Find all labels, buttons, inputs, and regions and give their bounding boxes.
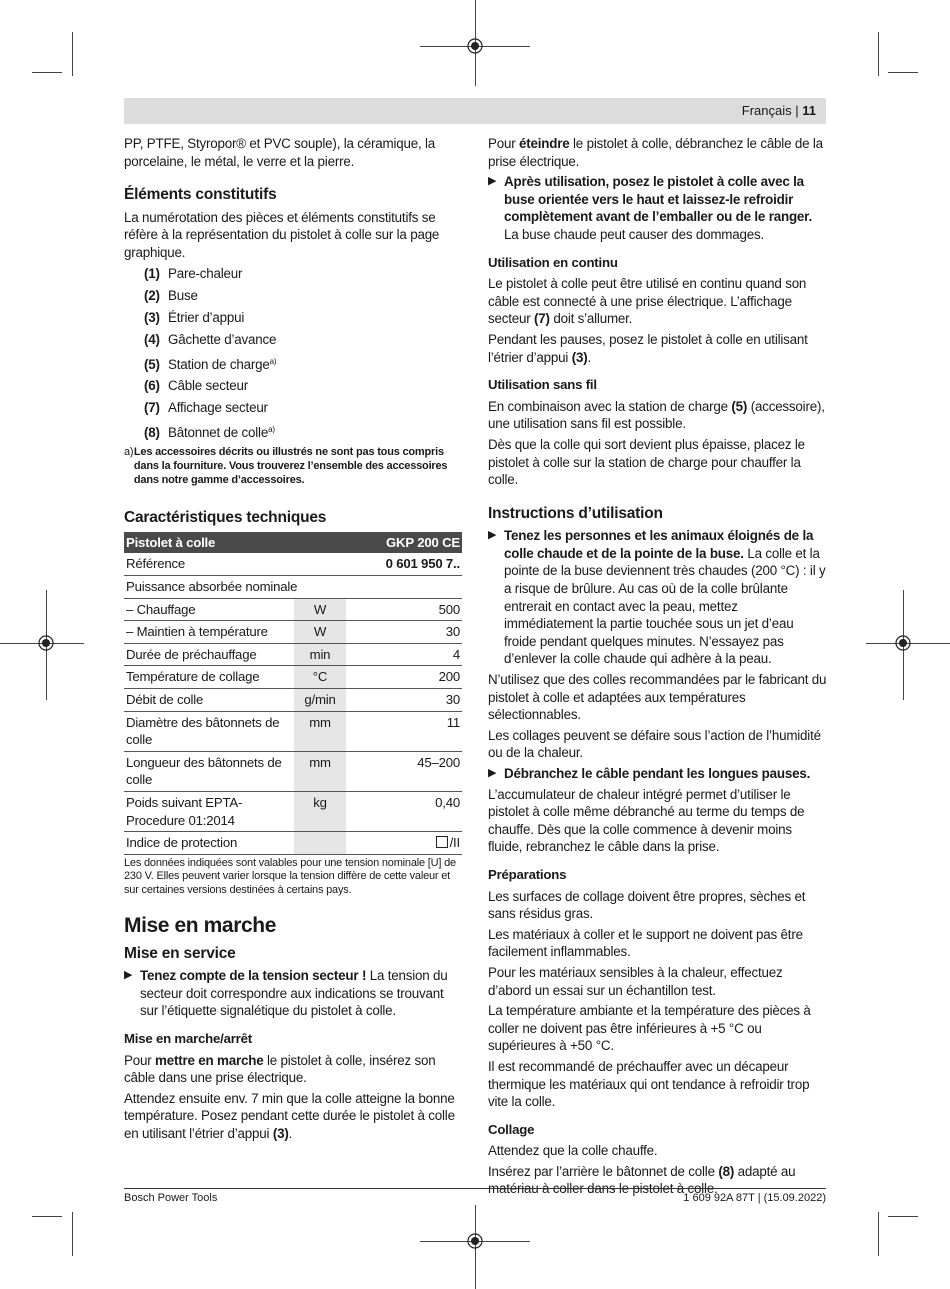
table-header-left: Pistolet à colle xyxy=(124,532,346,554)
accessories-footnote: a) Les accessoires décrits ou illustrés ne sont pas tous compris dans la fourniture. Vous trouverez l’ensemble des accessoires dans notre gamme d’accessoires. xyxy=(124,446,448,486)
table-header-row xyxy=(124,532,462,554)
collage-paragraph-2: Insérez par l’arrière le bâtonnet de colle (8) adapté au xyxy=(488,1163,796,1179)
footer-divider xyxy=(124,1188,826,1189)
preparations-paragraph-3: Pour les matériaux sensibles à la chaleur, effectuez d’abord un essai sur un échantillon test. xyxy=(488,964,783,998)
list-item: (8) Bâtonnet de colle$^{a)}$ xyxy=(144,425,275,441)
mise-en-marche-heading: Mise en marche xyxy=(124,913,276,937)
bullet-arrow-icon: ▶ xyxy=(488,529,497,542)
list-item: (4) Gâchette d’avance xyxy=(144,331,277,347)
header-page-number: 11 xyxy=(802,103,816,118)
list-item: (5) Station de charge$^{a)}$ xyxy=(144,356,277,372)
instructions-heading: Instructions d’utilisation xyxy=(488,504,663,522)
page-number-label: Français | 11 xyxy=(741,103,816,118)
protection-class-icon xyxy=(436,836,448,848)
preparations-paragraph-2: Les matériaux à coller et le support ne doivent pas être facilement inflammables. xyxy=(488,926,803,960)
continuous-paragraph-1: Le pistolet à colle peut être utilisé en continu quand son câble est connecté à une prise électrique. L’affichage secteur (7) doit s’allumer. xyxy=(488,276,807,327)
table-row: Puissance absorbée nominale xyxy=(124,576,462,599)
after-use-warning: ▶ Après utilisation, posez le pistolet à colle avec la buse orientée vers le haut et laissez-le refroidir complètement avant de l’emballer ou de le ranger. La buse chaude peut causer des dommages. xyxy=(488,174,812,242)
continuous-heading: Utilisation en continu xyxy=(488,254,618,270)
preparations-paragraph-1: Les surfaces de collage doivent être propres, sèches et sans résidus gras. xyxy=(488,888,806,922)
crop-mark xyxy=(878,32,879,76)
table-row: Référence 0 601 950 7.. xyxy=(124,553,462,575)
bullet-arrow-icon: ▶ xyxy=(488,175,497,188)
bullet-arrow-icon: ▶ xyxy=(488,767,497,779)
crop-mark xyxy=(888,1216,918,1217)
table-row: Indice de protection /II xyxy=(124,832,462,855)
hot-glue-warning: ▶ Tenez les personnes et les animaux éloignés de la colle chaude et de la pointe de la buse. La colle et la pointe de la buse deviennent très chaudes (200 °C) : il y a risque de brûlure. Au cas où de la colle brûlante entrerait en contact avec la peau, mettez immédiatement la partie touchée sous un jet d’eau froide pendant quelques minutes. N’essayez pas d’enlever la colle chaude qui adhère à la peau. xyxy=(488,528,826,667)
table-row: Poids suivant EPTA-Procedure 01:2014 kg 0,40 xyxy=(124,791,462,831)
list-item: (7) Affichage secteur xyxy=(144,400,268,416)
crop-mark xyxy=(72,32,73,76)
instructions-paragraph-3: L’accumulateur de chaleur intégré permet d’utiliser le pistolet à colle même débranché au terme du temps de chauffe. Dès que la colle commence à devenir moins fluide, rebranchez le câble dans la prise. xyxy=(488,786,805,855)
onoff-paragraph-1: Pour mettre en marche le pistolet à colle, insérez son câble dans une prise électrique. xyxy=(124,1052,436,1086)
list-item: (1) Pare-chaleur xyxy=(144,265,243,281)
elements-heading: Éléments constitutifs xyxy=(124,186,277,204)
onoff-heading: Mise en marche/arrêt xyxy=(124,1030,252,1046)
registration-target-icon xyxy=(467,38,483,54)
table-header-right: GKP 200 CE xyxy=(346,532,462,554)
header-language: Français xyxy=(741,103,792,118)
left-column xyxy=(124,135,464,1145)
preparations-paragraph-4: La température ambiante et la température des pièces à coller ne doivent pas être inférieures à +5 °C ou supérieures à +50 °C. xyxy=(488,1003,811,1054)
table-row: Durée de préchauffage min 4 xyxy=(124,643,462,666)
unplug-warning: ▶ Débranchez le câble pendant les longues pauses. xyxy=(488,766,811,781)
elements-paragraph: La numérotation des pièces et éléments constitutifs se réfère à la représentation du pistolet à colle sur la page graphique. xyxy=(124,209,440,260)
registration-target-icon xyxy=(38,635,54,651)
wireless-heading: Utilisation sans fil xyxy=(488,377,597,393)
service-heading: Mise en service xyxy=(124,944,236,962)
preparations-paragraph-5: Il est recommandé de préchauffer avec un décapeur thermique les matériaux qui ont tendance à refroidir trop vite la colle. xyxy=(488,1058,810,1110)
footer-brand: Bosch Power Tools xyxy=(124,1192,218,1204)
collage-paragraph-1: Attendez que la colle chauffe. xyxy=(488,1143,658,1159)
list-item: (3) Étrier d’appui xyxy=(144,309,245,325)
table-row: – Chauffage W 500 xyxy=(124,598,462,621)
registration-target-icon xyxy=(895,635,911,651)
table-row: Longueur des bâtonnets de colle mm 45–200 xyxy=(124,751,462,791)
table-row: Diamètre des bâtonnets de colle mm 11 xyxy=(124,711,462,751)
list-item: (6) Câble secteur xyxy=(144,378,249,394)
off-paragraph: Pour éteindre le pistolet à colle, débranchez le câble de la prise électrique. xyxy=(488,136,823,169)
spec-table xyxy=(124,532,462,855)
voltage-warning: ▶ Tenez compte de la tension secteur ! La tension du secteur doit correspondre aux indications se trouvant sur l’étiquette signalétique du pistolet à colle. xyxy=(124,968,448,1019)
crop-mark xyxy=(888,72,918,73)
footer-docref: 1 609 92A 87T | (15.09.2022) xyxy=(683,1192,826,1204)
intro-paragraph: PP, PTFE, Styropor® et PVC souple), la céramique, la porcelaine, le métal, le verre et la pierre. xyxy=(124,136,436,169)
collage-heading: Collage xyxy=(488,1121,535,1137)
table-row: Température de collage °C 200 xyxy=(124,666,462,689)
table-note: Les données indiquées sont valables pour une tension nominale [U] de 230 V. Elles peuvent varier lorsque la tension diffère de cette valeur et sur certaines versions destinées à certains pays. xyxy=(124,856,456,896)
crop-mark xyxy=(32,1216,62,1217)
tech-heading: Caractéristiques techniques xyxy=(124,509,327,527)
wireless-paragraph-1: En combinaison avec la station de charge (5) (accessoire), une utilisation sans fil est possible. xyxy=(488,398,825,432)
parts-list xyxy=(144,265,464,442)
preparations-heading: Préparations xyxy=(488,866,567,882)
table-row: Débit de colle g/min 30 xyxy=(124,688,462,711)
crop-mark xyxy=(32,72,62,73)
instructions-paragraph-2: Les collages peuvent se défaire sous l’action de l’humidité ou de la chaleur. xyxy=(488,727,821,761)
list-item: (2) Buse xyxy=(144,287,198,303)
continuous-paragraph-2: Pendant les pauses, posez le pistolet à colle en utilisant l’étrier d’appui (3). xyxy=(488,331,808,365)
crop-mark xyxy=(878,1212,879,1256)
page-header xyxy=(124,98,826,124)
crop-mark xyxy=(72,1212,73,1256)
table-row: – Maintien à température W 30 xyxy=(124,621,462,644)
bullet-arrow-icon: ▶ xyxy=(124,969,133,982)
onoff-paragraph-2: Attendez ensuite env. 7 min que la colle atteigne la bonne température. Posez pendant cette durée le pistolet à colle en utilisant l’étrier d’appui (3). xyxy=(124,1090,455,1141)
instructions-paragraph-1: N’utilisez que des colles recommandées par le fabricant du pistolet à colle et adaptées aux températures sélectionnables. xyxy=(488,672,827,723)
registration-target-icon xyxy=(467,1233,483,1249)
right-column xyxy=(488,135,828,1201)
wireless-paragraph-2: Dès que la colle qui sort devient plus épaisse, placez le pistolet à colle sur la station de charge pour chauffer la colle. xyxy=(488,436,805,488)
